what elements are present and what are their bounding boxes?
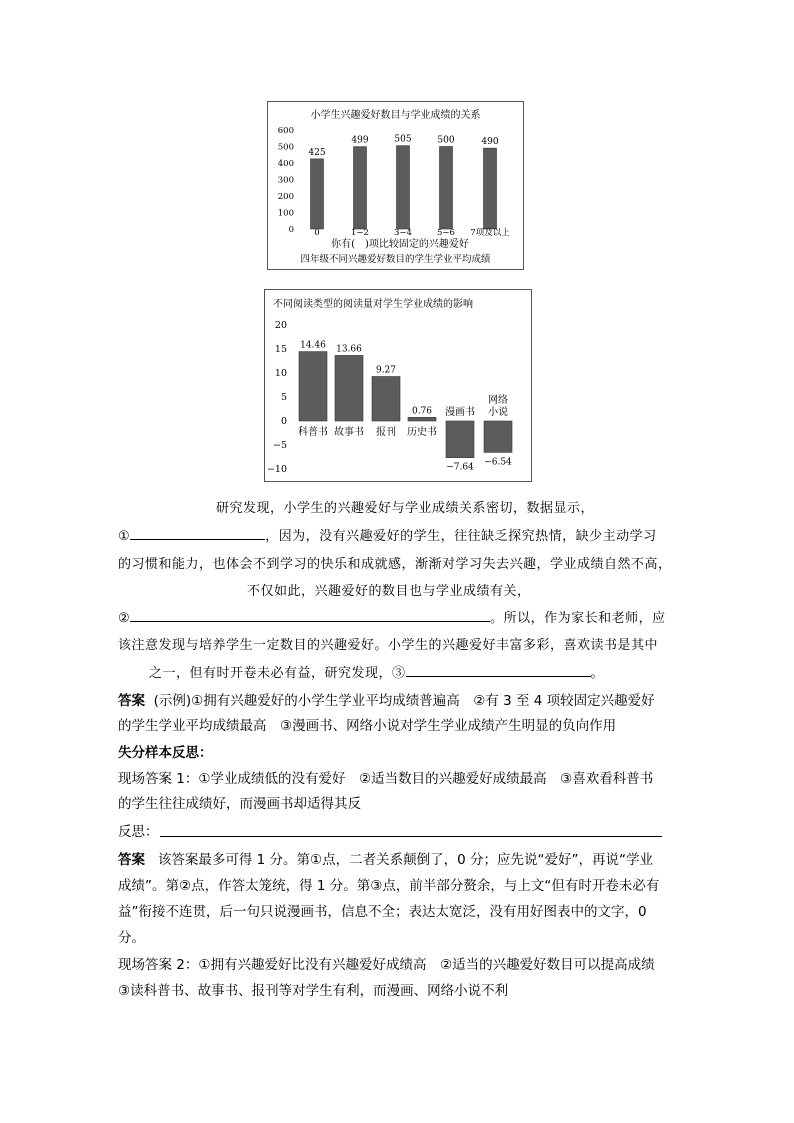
reflect-blank[interactable] (160, 836, 662, 837)
bar (484, 148, 497, 229)
y-tick-label: 10 (274, 368, 287, 379)
answer-line-2 (118, 714, 616, 734)
bar (372, 377, 400, 421)
passage-text: 的习惯和能力，也体会不到学习的快乐和成就感，渐渐对学习失去兴趣，学业成绩自然不高， (118, 557, 672, 572)
chart-hobby-count-svg (268, 102, 523, 269)
data-label: 13.66 (336, 344, 362, 355)
y-tick-label: 20 (274, 320, 287, 331)
y-tick-label: 300 (277, 175, 294, 186)
passage-text: 该注意发现与培养学生一定数目的兴趣爱好。小学生的兴趣爱好丰富多彩，喜欢读书是其中 (118, 638, 659, 653)
data-label: 490 (481, 137, 499, 148)
y-tick-label: 500 (277, 142, 294, 153)
y-tick-label: 0 (288, 225, 294, 235)
x-tick-label: 3−4 (394, 228, 412, 238)
data-label: 14.46 (300, 340, 326, 351)
sample2-text: ①拥有兴趣爱好比没有兴趣爱好成绩高 ②适当的兴趣爱好数目可以提高成绩 (198, 957, 655, 973)
bar (311, 159, 324, 229)
x-tick-label: 小说 (488, 407, 508, 418)
chart-title: 小学生兴趣爱好数目与学业成绩的关系 (310, 110, 481, 121)
data-label: 9.27 (375, 365, 397, 376)
x-tick-label: 1−2 (351, 228, 369, 238)
answer2-line-4 (118, 926, 145, 946)
bar (354, 147, 367, 229)
y-tick-label: 100 (277, 208, 294, 219)
answer2-line-2 (118, 874, 659, 894)
x-tick-label: 0 (314, 228, 320, 238)
reflect-line (118, 820, 159, 840)
passage-line-4 (247, 580, 531, 599)
y-tick-label: 600 (277, 126, 294, 136)
bar (440, 147, 453, 230)
x-tick-label: 网络 (488, 395, 508, 406)
answer-label: 答案 (118, 693, 145, 709)
sample1-label: 现场答案 1： (118, 771, 199, 787)
y-tick-label: 5 (280, 392, 287, 403)
bar (484, 421, 512, 452)
bar (446, 421, 474, 458)
data-label: −6.54 (484, 457, 512, 468)
x-tick-label: 漫画书 (445, 407, 475, 418)
bar (408, 417, 436, 421)
data-label: 499 (351, 135, 369, 146)
y-tick-label: 400 (277, 159, 294, 169)
sample2-text: ③读科普书、故事书、报刊等对学生有利，而漫画、网络小说不利 (118, 983, 509, 999)
data-label: 505 (394, 134, 412, 145)
data-label: 500 (437, 135, 455, 146)
x-tick-label: 故事书 (334, 427, 364, 438)
blank-1-mark: ① (118, 529, 131, 544)
passage-text: 。 (590, 666, 605, 681)
sample2-line-2 (118, 979, 508, 999)
y-tick-label: −5 (272, 440, 287, 451)
y-tick-label: 0 (280, 416, 287, 427)
blank-3[interactable] (406, 662, 591, 677)
sample2-label: 现场答案 2： (118, 957, 199, 973)
passage-text: 研究发现，小学生的兴趣爱好与学业成绩关系密切，数据显示， (216, 501, 595, 516)
passage-text: ，因为，没有兴趣爱好的学生，往往缺乏探究热情，缺少主动学习 (265, 529, 657, 544)
chart-hobby-count (267, 101, 524, 270)
passage-text: 不仅如此，兴趣爱好的数目也与学业成绩有关， (247, 584, 531, 599)
answer-text: (示例)①拥有兴趣爱好的小学生学业平均成绩普遍高 ②有 3 至 4 项较固定兴趣爱好 (153, 693, 655, 709)
answer2-text: 成绩”。第②点，作答太笼统，得 1 分。第③点，前半部分赘余，与上文“但有时开卷未必有 (118, 878, 660, 894)
passage-line-1 (216, 497, 594, 516)
answer2-text: 分。 (118, 930, 145, 946)
x-axis-label: 你有( )项比较固定的兴趣爱好 (331, 239, 469, 250)
blank-1[interactable] (130, 525, 265, 540)
loss-label (118, 741, 213, 761)
loss-label-text: 失分样本反思： (118, 745, 213, 761)
answer-line-1 (118, 689, 655, 709)
y-tick-label: −10 (266, 464, 287, 475)
passage-line-7 (149, 662, 604, 681)
x-tick-label: 7项及以上 (470, 228, 510, 238)
answer2-line-3 (118, 900, 647, 920)
x-tick-label: 科普书 (298, 427, 328, 438)
reflect-label: 反思： (118, 824, 159, 840)
answer2-label: 答案 (118, 852, 145, 868)
blank-2-mark: ② (118, 611, 131, 626)
blank-2[interactable] (130, 607, 490, 622)
bar (299, 352, 327, 421)
passage-text: 。所以，作为家长和老师，应 (490, 611, 666, 626)
data-label: 0.76 (411, 406, 433, 417)
x-tick-label: 报刊 (376, 427, 396, 438)
answer2-line-1 (118, 848, 653, 868)
chart-reading-type-svg (265, 290, 531, 481)
sample1-text: 的学生往往成绩好，而漫画书却适得其反 (118, 796, 361, 812)
passage-text: 之一，但有时开卷未必有益，研究发现，③ (149, 666, 406, 681)
passage-line-6 (118, 634, 658, 653)
bar (335, 355, 363, 421)
data-label: 425 (308, 147, 326, 158)
passage-line-3 (118, 553, 672, 572)
passage-line-2 (118, 525, 657, 544)
passage-line-5 (118, 607, 666, 626)
answer2-text: 益”衔接不连贯，后一句只说漫画书，信息不全；表达太宽泛，没有用好图表中的文字，0 (118, 904, 647, 920)
chart-caption: 四年级不同兴趣爱好数目的学生学业平均成绩 (300, 254, 491, 265)
answer2-text: 该答案最多可得 1 分。第①点，二者关系颠倒了，0 分；应先说“爱好”，再说“学业 (157, 852, 654, 868)
sample2-line-1 (118, 953, 655, 973)
x-tick-label: 历史书 (407, 427, 437, 438)
sample1-line-2 (118, 792, 361, 812)
data-label: −7.64 (446, 462, 474, 473)
chart-reading-type (264, 289, 532, 482)
answer-text: 的学生学业平均成绩最高 ③漫画书、网络小说对学生学业成绩产生明显的负向作用 (118, 718, 617, 734)
sample1-line-1 (118, 767, 653, 787)
chart-title: 不同阅读类型的阅读量对学生学业成绩的影响 (273, 299, 473, 310)
x-tick-label: 5−6 (437, 228, 455, 238)
sample1-text: ①学业成绩低的没有爱好 ②适当数目的兴趣爱好成绩最高 ③喜欢看科普书 (198, 771, 654, 787)
y-tick-label: 15 (274, 344, 287, 355)
bar (397, 146, 410, 229)
y-tick-label: 200 (277, 192, 294, 202)
